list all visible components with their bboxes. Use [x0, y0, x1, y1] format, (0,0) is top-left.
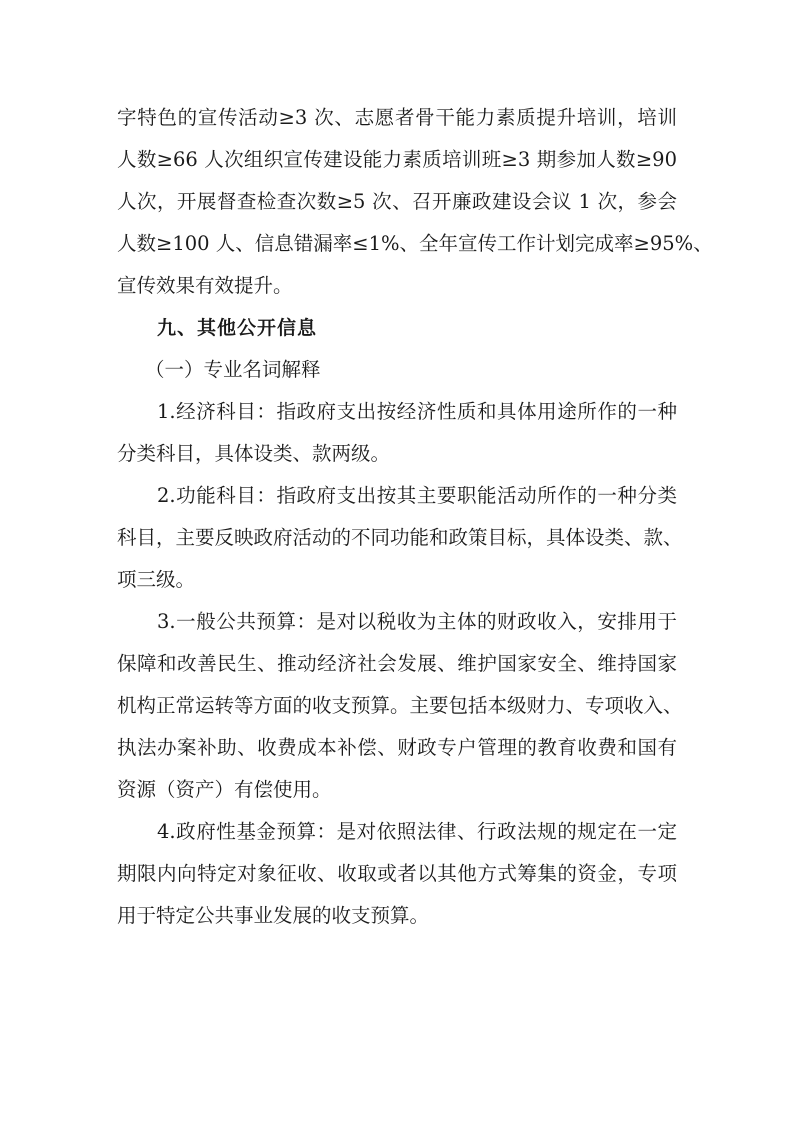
- term-definition-line: 保障和改善民生、推动经济社会发展、维护国家安全、维持国家: [117, 652, 677, 675]
- term-definition-line: 2.功能科目：指政府支出按其主要职能活动所作的一种分类: [157, 484, 677, 507]
- term-definition-line: 用于特定公共事业发展的收支预算。: [117, 904, 430, 927]
- body-text-line: 字特色的宣传活动≥3 次、志愿者骨干能力素质提升培训，培训: [117, 106, 677, 129]
- term-definition-line: 科目，主要反映政府活动的不同功能和政策目标，具体设类、款、: [117, 526, 683, 549]
- section-heading: 九、其他公开信息: [157, 317, 318, 339]
- term-definition-line: 4.政府性基金预算：是对依照法律、行政法规的规定在一定: [157, 820, 677, 843]
- term-definition-line: 期限内向特定对象征收、收取或者以其他方式筹集的资金，专项: [117, 862, 677, 885]
- term-definition-line: 分类科目，具体设类、款两级。: [117, 442, 391, 465]
- term-definition-line: 机构正常运转等方面的收支预算。主要包括本级财力、专项收入、: [117, 694, 683, 717]
- term-definition-line: 1.经济科目：指政府支出按经济性质和具体用途所作的一种: [157, 400, 677, 423]
- body-text-line: 人数≥100 人、信息错漏率≤1%、全年宣传工作计划完成率≥95%、: [117, 232, 713, 255]
- subsection-heading: （一）专业名词解释: [145, 358, 321, 381]
- term-definition-line: 3.一般公共预算：是对以税收为主体的财政收入，安排用于: [157, 610, 677, 633]
- term-definition-line: 执法办案补助、收费成本补偿、财政专户管理的教育收费和国有: [117, 736, 677, 759]
- body-text-line: 宣传效果有效提升。: [117, 274, 293, 297]
- term-definition-line: 资源（资产）有偿使用。: [117, 778, 332, 801]
- term-definition-line: 项三级。: [117, 568, 196, 591]
- body-text-line: 人数≥66 人次组织宣传建设能力素质培训班≥3 期参加人数≥90: [117, 148, 677, 171]
- body-text-line: 人次，开展督查检查次数≥5 次、召开廉政建设会议 1 次，参会: [117, 190, 677, 213]
